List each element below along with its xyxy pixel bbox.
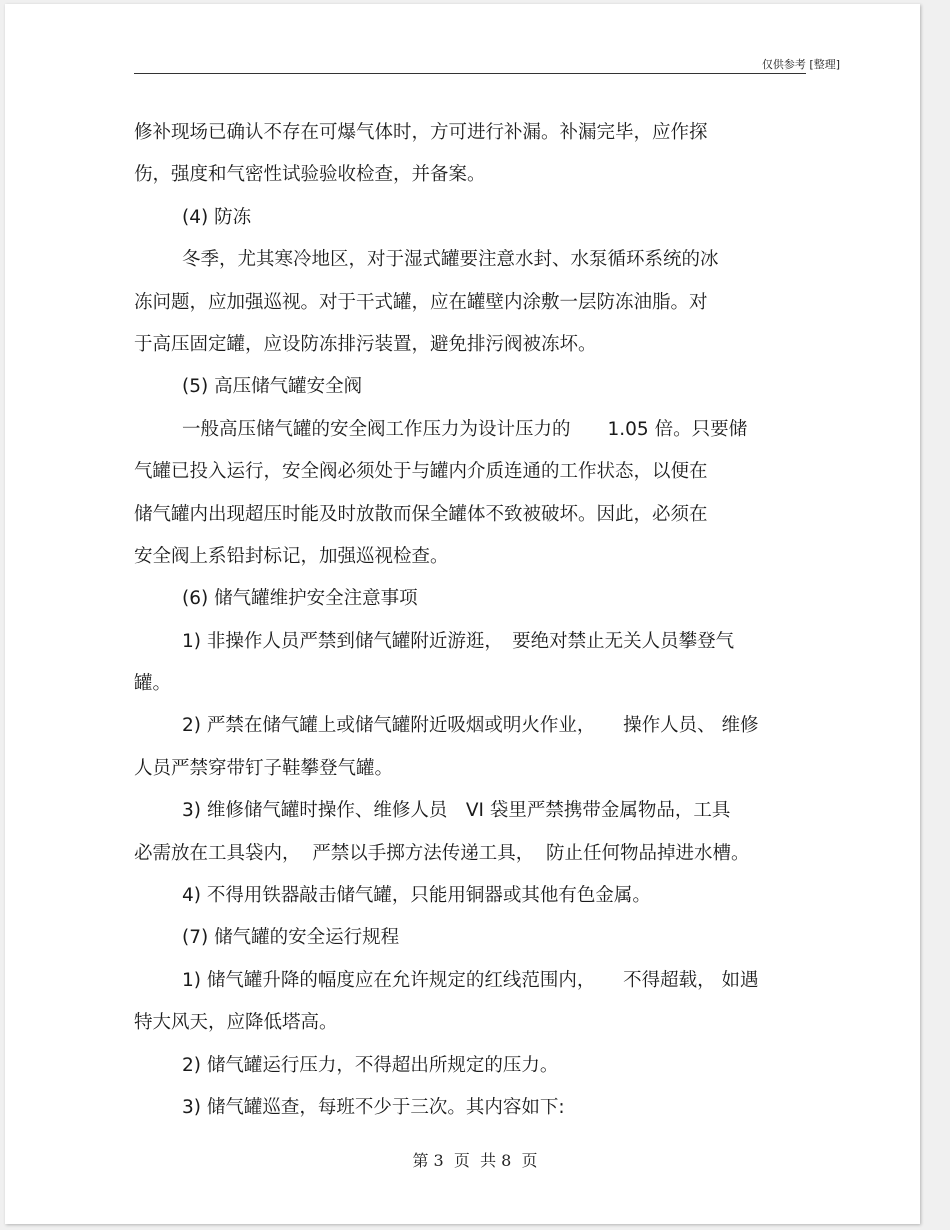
body-line: 气罐已投入运行，安全阀必须处于与罐内介质连通的工作状态，以便在 [134, 461, 708, 483]
body-line: 罐。 [134, 673, 172, 695]
body-line: 特大风天，应降低塔高。 [134, 1012, 338, 1034]
body-line: 3) 维修储气罐时操作、维修人员 VI 袋里严禁携带金属物品，工具 [182, 800, 731, 822]
document-body [134, 112, 814, 1129]
body-line: 修补现场已确认不存在可爆气体时，方可进行补漏。补漏完毕，应作探 [134, 122, 708, 143]
body-line: 储气罐内出现超压时能及时放散而保全罐体不致被破坏。因此，必须在 [134, 503, 708, 525]
body-line: 1) 非操作人员严禁到储气罐附近游逛， 要绝对禁止无关人员攀登气 [182, 630, 735, 652]
body-line: (5) 高压储气罐安全阀 [182, 376, 363, 398]
body-line: 人员严禁穿带钉子鞋攀登气罐。 [134, 757, 394, 779]
body-line: 于高压固定罐，应设防冻排污装置，避免排污阀被冻坏。 [134, 333, 597, 355]
body-line: 1) 储气罐升降的幅度应在允许规定的红线范围内， 不得超载， 如遇 [182, 969, 759, 991]
page-footer: 第 3 页 共 8 页 [412, 1151, 538, 1170]
body-line: 2) 储气罐运行压力，不得超出所规定的压力。 [182, 1054, 559, 1076]
body-line: (4) 防冻 [182, 206, 252, 228]
body-line: 安全阀上系铅封标记，加强巡视检查。 [134, 545, 449, 567]
body-line: 冻问题，应加强巡视。对于干式罐，应在罐壁内涂敷一层防冻油脂。对 [134, 291, 708, 313]
body-line: 必需放在工具袋内， 严禁以手掷方法传递工具， 防止任何物品掉进水槽。 [134, 842, 750, 864]
body-line: 伤，强度和气密性试验验收检查，并备案。 [134, 164, 486, 186]
body-line: 冬季，尤其寒冷地区，对于湿式罐要注意水封、水泵循环系统的冰 [182, 249, 719, 271]
body-line: (6) 储气罐维护安全注意事项 [182, 588, 418, 610]
header-divider [134, 73, 806, 74]
page-header: 仅供参考 [整理] [761, 58, 840, 71]
body-line: 3) 储气罐巡查，每班不少于三次。其内容如下: [182, 1096, 565, 1118]
body-line: 一般高压储气罐的安全阀工作压力为设计压力的 1.05 倍。只要储 [182, 418, 748, 440]
body-line: 4) 不得用铁器敲击储气罐，只能用铜器或其他有色金属。 [182, 885, 651, 907]
body-line: 2) 严禁在储气罐上或储气罐附近吸烟或明火作业， 操作人员、 维修 [182, 715, 759, 737]
body-line: (7) 储气罐的安全运行规程 [182, 927, 400, 949]
